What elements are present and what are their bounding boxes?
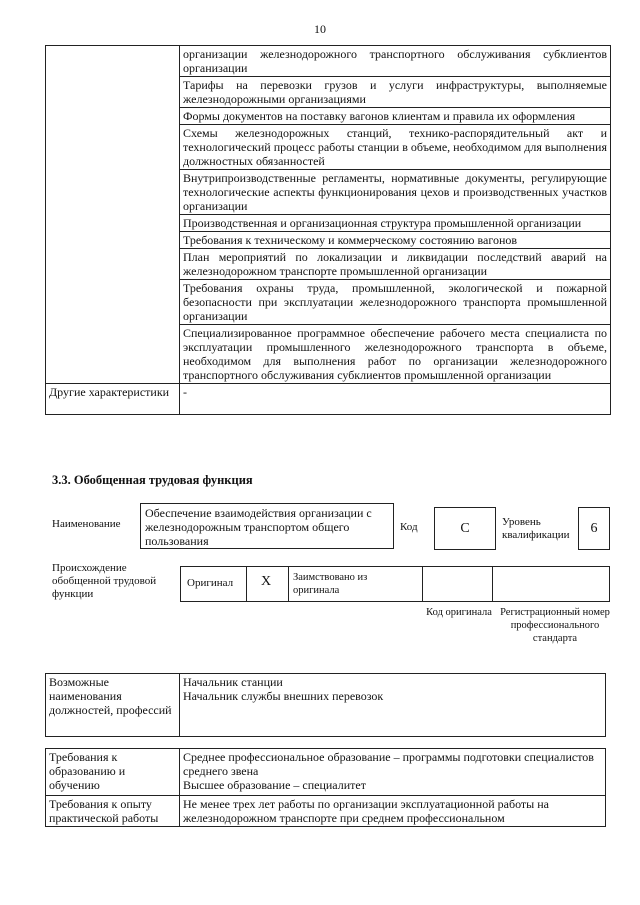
table-row — [46, 674, 606, 737]
qualification-level-box: 6 — [578, 507, 610, 550]
origin-label: Происхождение обобщенной трудовой функции — [52, 562, 157, 600]
original-mark: Х — [261, 574, 272, 589]
table-row — [46, 46, 611, 77]
knowledge-cell: Схемы железнодорожных станций, технико-распорядительный акт и технологический процесс работы станции в объеме, необходимом для выполнения должностных обязанностей — [180, 125, 611, 170]
experience-value: Не менее трех лет работы по организации эксплуатационной работы на железнодорожном транспорте при среднем профессиональном — [180, 796, 606, 827]
code-value-box: С — [434, 507, 496, 550]
code-original-cell — [423, 567, 493, 601]
table-row — [46, 749, 606, 796]
knowledge-cell: Тарифы на перевозки грузов и услуги инфраструктуры, выполняемые железнодорожными организациями — [180, 77, 611, 108]
education-item: Среднее профессиональное образование – программы подготовки специалистов среднего звена — [183, 750, 594, 778]
knowledge-cell: организации железнодорожного транспортного обслуживания субклиентов организации — [180, 46, 611, 77]
knowledge-table — [45, 45, 611, 415]
code-label: Код — [400, 521, 418, 533]
experience-label: Требования к опыту практической работы — [46, 796, 180, 827]
position-item: Начальник станции — [183, 675, 283, 689]
original-label: Оригинал — [187, 577, 234, 589]
knowledge-cell: Производственная и организационная структура промышленной организации — [180, 215, 611, 232]
borrowed-label: Заимствовано из оригинала — [293, 572, 368, 596]
knowledge-cell: План мероприятий по локализации и ликвидации последствий аварий на железнодорожном транспорте промышленной организации — [180, 249, 611, 280]
knowledge-cell: Требования к техническому и коммерческому состоянию вагонов — [180, 232, 611, 249]
knowledge-cell: Формы документов на поставку вагонов клиентам и правила их оформления — [180, 108, 611, 125]
reg-number-cell — [493, 567, 609, 601]
positions-table — [45, 673, 606, 737]
requirements-table — [45, 748, 606, 827]
knowledge-cell: Специализированное программное обеспечение рабочего места специалиста по эксплуатации промышленного железнодорожного транспорта в объеме, необходимом для выполнения работ по организации железнодорожного транспортного обслуживания субклиентов промышленной организации — [180, 325, 611, 384]
original-mark-cell — [247, 567, 289, 601]
positions-values-cell — [180, 674, 606, 737]
qualification-level-label: Уровень квалификации — [502, 516, 570, 541]
knowledge-cell: Требования охраны труда, промышленной, экологической и пожарной безопасности при эксплуатации железнодорожного транспорта промышленной организации — [180, 280, 611, 325]
education-label: Требования к образованию и обучению — [46, 749, 180, 796]
table-row — [46, 384, 611, 415]
code-original-label: Код оригинала — [426, 607, 492, 618]
other-characteristics-value: - — [180, 384, 611, 415]
section-heading: 3.3. Обобщенная трудовая функция — [52, 473, 253, 487]
reg-number-label: Регистрационный номер профессионального стандарта — [500, 607, 610, 644]
function-name-box: Обеспечение взаимодействия организации с железнодорожным транспортом общего пользования — [140, 503, 394, 549]
positions-label: Возможные наименования должностей, профессий — [46, 674, 180, 737]
table-row — [46, 796, 606, 827]
knowledge-cell: Внутрипроизводственные регламенты, нормативные документы, регулирующие технологические аспекты функционирования цехов и производственных участков организации — [180, 170, 611, 215]
borrowed-label-cell — [289, 567, 423, 601]
education-item: Высшее образование – специалитет — [183, 778, 366, 792]
name-label: Наименование — [52, 518, 121, 530]
row-label-cell — [46, 46, 180, 384]
education-values-cell — [180, 749, 606, 796]
position-item: Начальник службы внешних перевозок — [183, 689, 384, 703]
other-characteristics-label: Другие характеристики — [46, 384, 180, 415]
original-label-cell — [181, 567, 247, 601]
page-number: 10 — [314, 22, 326, 36]
origin-table — [180, 566, 610, 602]
